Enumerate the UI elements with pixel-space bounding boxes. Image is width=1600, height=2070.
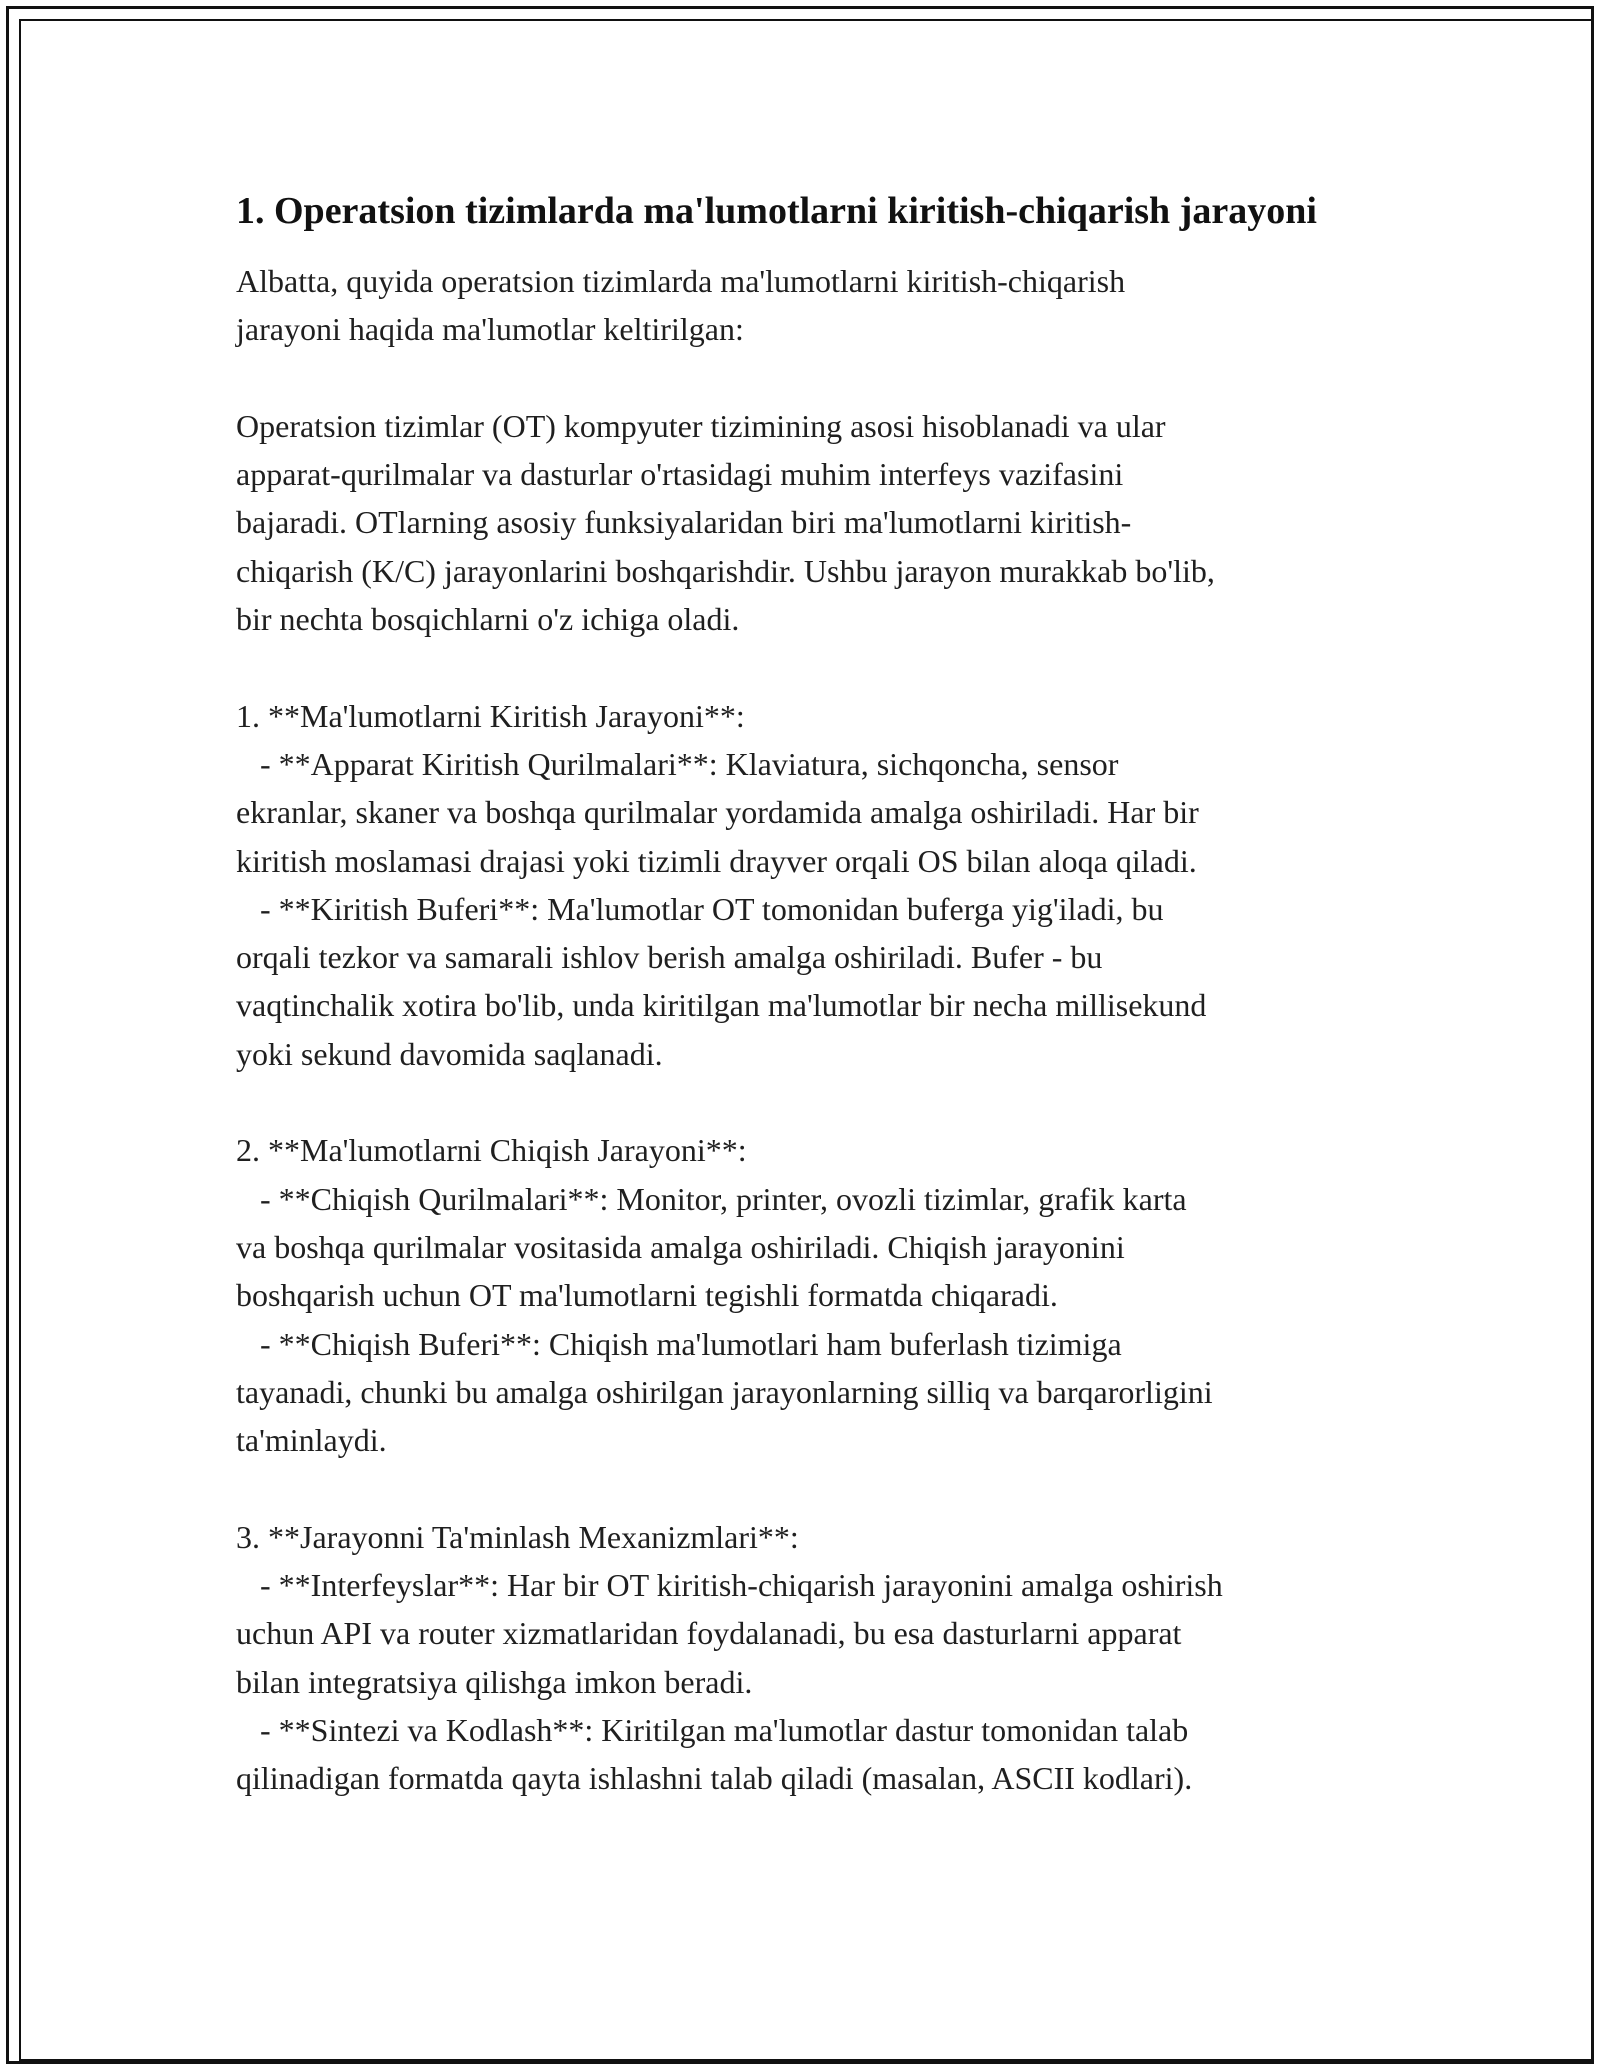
document-heading: 1. Operatsion tizimlarda ma'lumotlarni kiritish-chiqarish jarayoni xyxy=(236,190,1317,232)
document-content xyxy=(236,184,1376,1803)
document-body: Albatta, quyida operatsion tizimlarda ma'lumotlarni kiritish-chiqarish jarayoni haqida ma'lumotlar keltirilgan: Operatsion tizimlar (OT) kompyuter tizimining asosi hisoblanadi va ular apparat-qurilmalar va dasturlar o'rtasidagi muhim interfeys vazifasini bajaradi. OTlarning asosiy funksiyalaridan biri ma'lumotlarni kiritish- chiqarish (K/C) jarayonlarini boshqarishdir. Ushbu jarayon murakkab bo'lib, bir nechta bosqichlarni o'z ichiga oladi. 1. **Ma'lumotlarni Kiritish Jarayoni**: - **Apparat Kiritish Qurilmalari**: Klaviatura, sichqoncha, sensor ekranlar, skaner va boshqa qurilmalar yordamida amalga oshiriladi. Har bir kiritish moslamasi drajasi yoki tizimli drayver orqali OS bilan aloqa qiladi. - **Kiritish Buferi**: Ma'lumotlar OT tomonidan buferga yig'iladi, bu orqali tezkor va samarali ishlov berish amalga oshiriladi. Bufer - bu vaqtinchalik xotira bo'lib, unda kiritilgan ma'lumotlar bir necha millisekund yoki sekund davomida saqlanadi. 2. **Ma'lumotlarni Chiqish Jarayoni**: - **Chiqish Qurilmalari**: Monitor, printer, ovozli tizimlar, grafik karta va boshqa qurilmalar vositasida amalga oshiriladi. Chiqish jarayonini boshqarish uchun OT ma'lumotlarni tegishli formatda chiqaradi. - **Chiqish Buferi**: Chiqish ma'lumotlari ham buferlash tizimiga tayanadi, chunki bu amalga oshirilgan jarayonlarning silliq va barqarorligini ta'minlaydi. 3. **Jarayonni Ta'minlash Mexanizmlari**: - **Interfeyslar**: Har bir OT kiritish-chiqarish jarayonini amalga oshirish uchun API va router xizmatlaridan foydalanadi, bu esa dasturlarni apparat bilan integratsiya qilishga imkon beradi. - **Sintezi va Kodlash**: Kiritilgan ma'lumotlar dastur tomonidan talab qilinadigan formatda qayta ishlashni talab qiladi (masalan, ASCII kodlari). xyxy=(236,263,1223,1797)
